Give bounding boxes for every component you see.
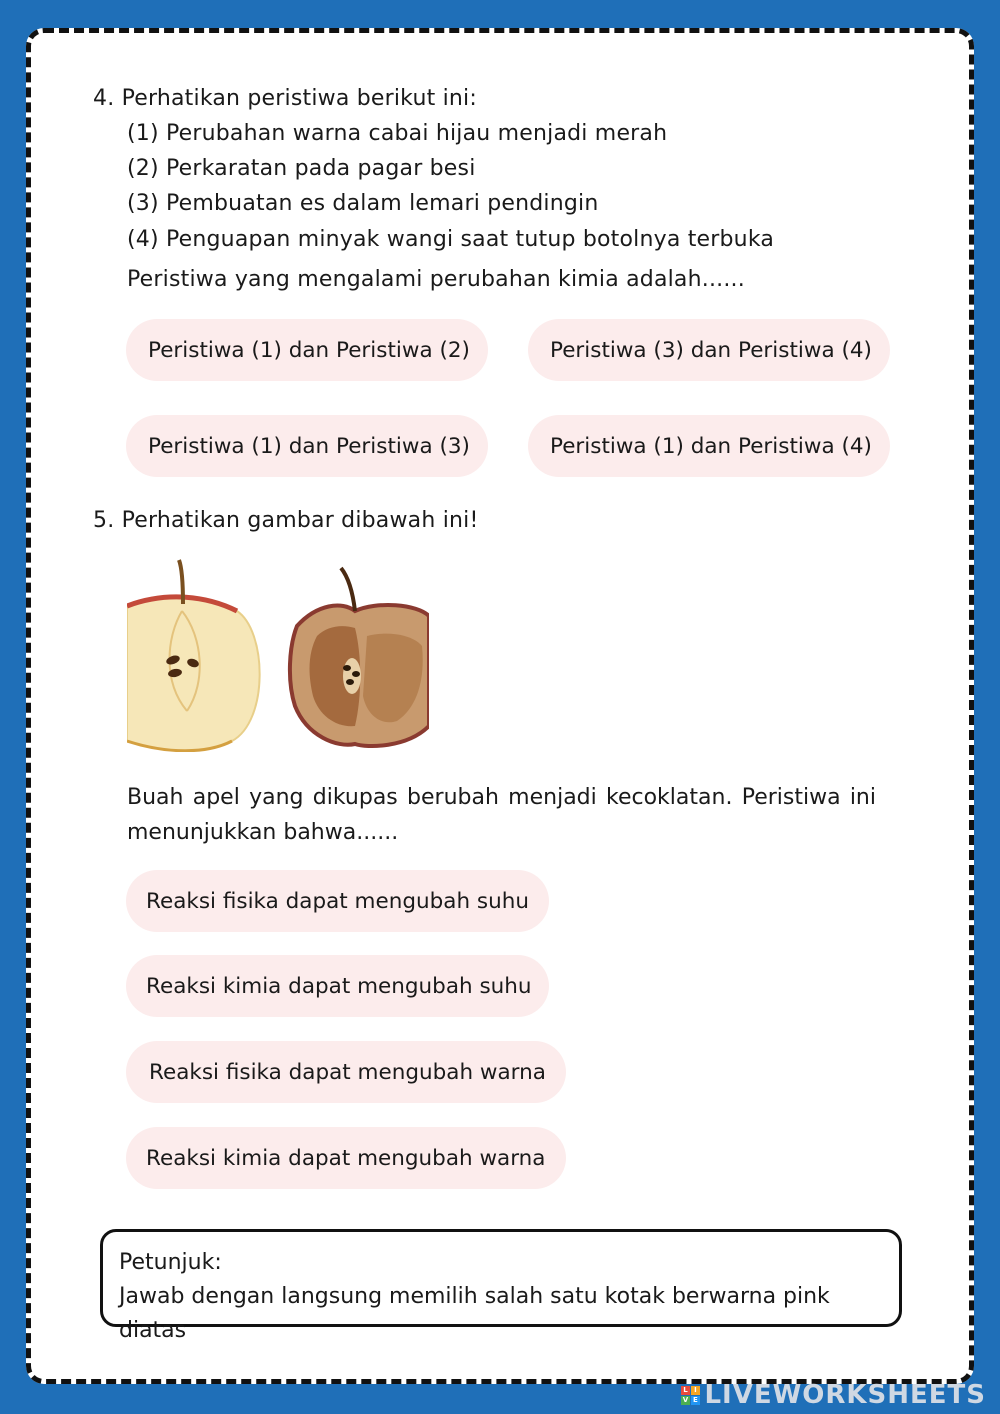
q4-item-1: (1) Perubahan warna cabai hijau menjadi merah <box>127 121 668 146</box>
q4-item-4: (4) Penguapan minyak wangi saat tutup botolnya terbuka <box>127 227 775 252</box>
watermark-text: LIVEWORKSHEETS <box>704 1380 986 1410</box>
q5-option-4[interactable]: Reaksi kimia dapat mengubah warna <box>126 1127 566 1189</box>
logo-letter-l: L <box>683 1385 689 1394</box>
browned-apple-icon <box>290 568 429 746</box>
liveworksheets-watermark <box>681 1380 986 1410</box>
q5-option-2[interactable]: Reaksi kimia dapat mengubah suhu <box>126 955 549 1017</box>
logo-letter-v: V <box>682 1395 690 1404</box>
q4-option-4[interactable]: Peristiwa (1) dan Peristiwa (4) <box>528 415 890 477</box>
liveworksheets-logo-icon <box>681 1386 700 1405</box>
hint-text: Jawab dengan langsung memilih salah satu kotak berwarna pink diatas <box>119 1284 830 1343</box>
q4-item-2: (2) Perkaratan pada pagar besi <box>127 156 476 181</box>
q4-option-2[interactable]: Peristiwa (3) dan Peristiwa (4) <box>528 319 890 381</box>
apple-comparison-image <box>127 556 429 752</box>
logo-letter-i: I <box>691 1386 700 1395</box>
q5-option-3[interactable]: Reaksi fisika dapat mengubah warna <box>126 1041 566 1103</box>
q4-item-3: (3) Pembuatan es dalam lemari pendingin <box>127 191 599 216</box>
q4-option-1[interactable]: Peristiwa (1) dan Peristiwa (2) <box>126 319 488 381</box>
q4-option-3[interactable]: Peristiwa (1) dan Peristiwa (3) <box>126 415 488 477</box>
q4-prompt: 4. Perhatikan peristiwa berikut ini: <box>93 86 477 111</box>
q4-question: Peristiwa yang mengalami perubahan kimia adalah...... <box>127 267 745 292</box>
q5-paragraph-line-2: menunjukkan bahwa...... <box>127 820 399 845</box>
logo-letter-e: E <box>693 1395 699 1404</box>
q5-prompt: 5. Perhatikan gambar dibawah ini! <box>93 508 479 533</box>
fresh-apple-icon <box>127 560 260 751</box>
q5-option-1[interactable]: Reaksi fisika dapat mengubah suhu <box>126 870 549 932</box>
hint-box <box>100 1229 902 1343</box>
q5-paragraph <box>127 780 876 850</box>
hint-title: Petunjuk: <box>119 1250 222 1275</box>
q5-paragraph-line-1: Buah apel yang dikupas berubah menjadi kecoklatan. Peristiwa ini <box>127 785 876 810</box>
